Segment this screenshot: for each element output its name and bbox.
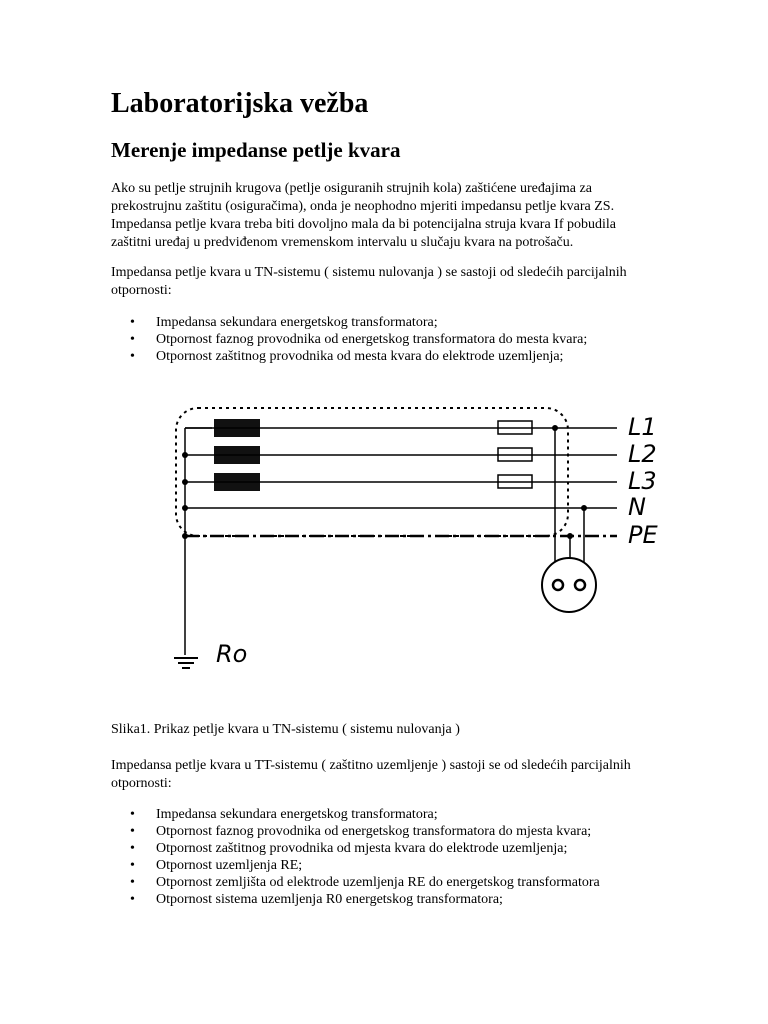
label-l2: L2: [628, 440, 657, 468]
list-item: • Impedansa sekundara energetskog transformatora;: [111, 314, 587, 331]
label-ro: Ro: [216, 640, 248, 668]
list-item: • Otpornost zaštitnog provodnika od mjesta kvara do elektrode uzemljenja;: [111, 840, 600, 857]
list-item: • Impedansa sekundara energetskog transformatora;: [111, 806, 600, 823]
text-line: Slika1. Prikaz petlje kvara u TN-sistemu ( sistemu nulovanja ): [111, 722, 460, 737]
socket-outlet: [542, 558, 596, 612]
label-n: N: [628, 493, 646, 521]
text-line: prekostrujnu zaštitu (osiguračima), onda je neophodno mjeriti impedansu petlje kvara ZS.: [111, 199, 615, 214]
label-l1: L1: [628, 413, 657, 441]
text-line: zaštitni uređaj u predviđenom vremenskom intervalu u slučaju kvara na potrošaču.: [111, 235, 574, 250]
tn-intro-paragraph: [111, 264, 627, 300]
junction-dot: [182, 533, 188, 539]
text-line: Impedansa petlje kvara u TT-sistemu ( zaštitno uzemljenje ) sastoji se od sledećih parcijalnih: [111, 758, 631, 773]
tn-bullet-list: [111, 314, 587, 365]
list-item: • Otpornost zaštitnog provodnika od mesta kvara do elektrode uzemljenja;: [111, 348, 587, 365]
tn-system-diagram: [172, 400, 672, 690]
list-item: • Otpornost faznog provodnika od energetskog transformatora do mesta kvara;: [111, 331, 587, 348]
text-line: otpornosti:: [111, 283, 172, 298]
junction-dot: [182, 505, 188, 511]
list-item: • Otpornost sistema uzemljenja R0 energetskog transformatora;: [111, 891, 600, 908]
text-line: Impedansa petlje kvara treba biti dovoljno mala da bi potencijalna struja kvara If pobudila: [111, 217, 616, 232]
socket-pin: [553, 580, 563, 590]
junction-dot: [182, 452, 188, 458]
tt-bullet-list: [111, 806, 600, 908]
tt-intro-paragraph: [111, 757, 631, 793]
text-line: otpornosti:: [111, 776, 172, 791]
label-l3: L3: [628, 467, 657, 495]
text-line: Impedansa petlje kvara u TN-sistemu ( sistemu nulovanja ) se sastoji od sledećih parcijalnih: [111, 265, 627, 280]
page-title: Laboratorijska vežba: [111, 88, 369, 119]
junction-dot: [182, 479, 188, 485]
label-pe: PE: [628, 521, 658, 549]
junction-dot: [581, 505, 587, 511]
list-item: • Otpornost uzemljenja RE;: [111, 857, 600, 874]
intro-paragraph: [111, 180, 616, 252]
text-line: Ako su petlje strujnih krugova (petlje osiguranih strujnih kola) zaštićene uređajima za: [111, 181, 592, 196]
junction-dot: [567, 533, 573, 539]
junction-dot: [552, 425, 558, 431]
list-item: • Otpornost zemljišta od elektrode uzemljenja RE do energetskog transformatora: [111, 874, 600, 891]
figure-caption: [111, 721, 460, 739]
section-heading: Merenje impedanse petlje kvara: [111, 138, 401, 162]
socket-pin: [575, 580, 585, 590]
list-item: • Otpornost faznog provodnika od energetskog transformatora do mjesta kvara;: [111, 823, 600, 840]
